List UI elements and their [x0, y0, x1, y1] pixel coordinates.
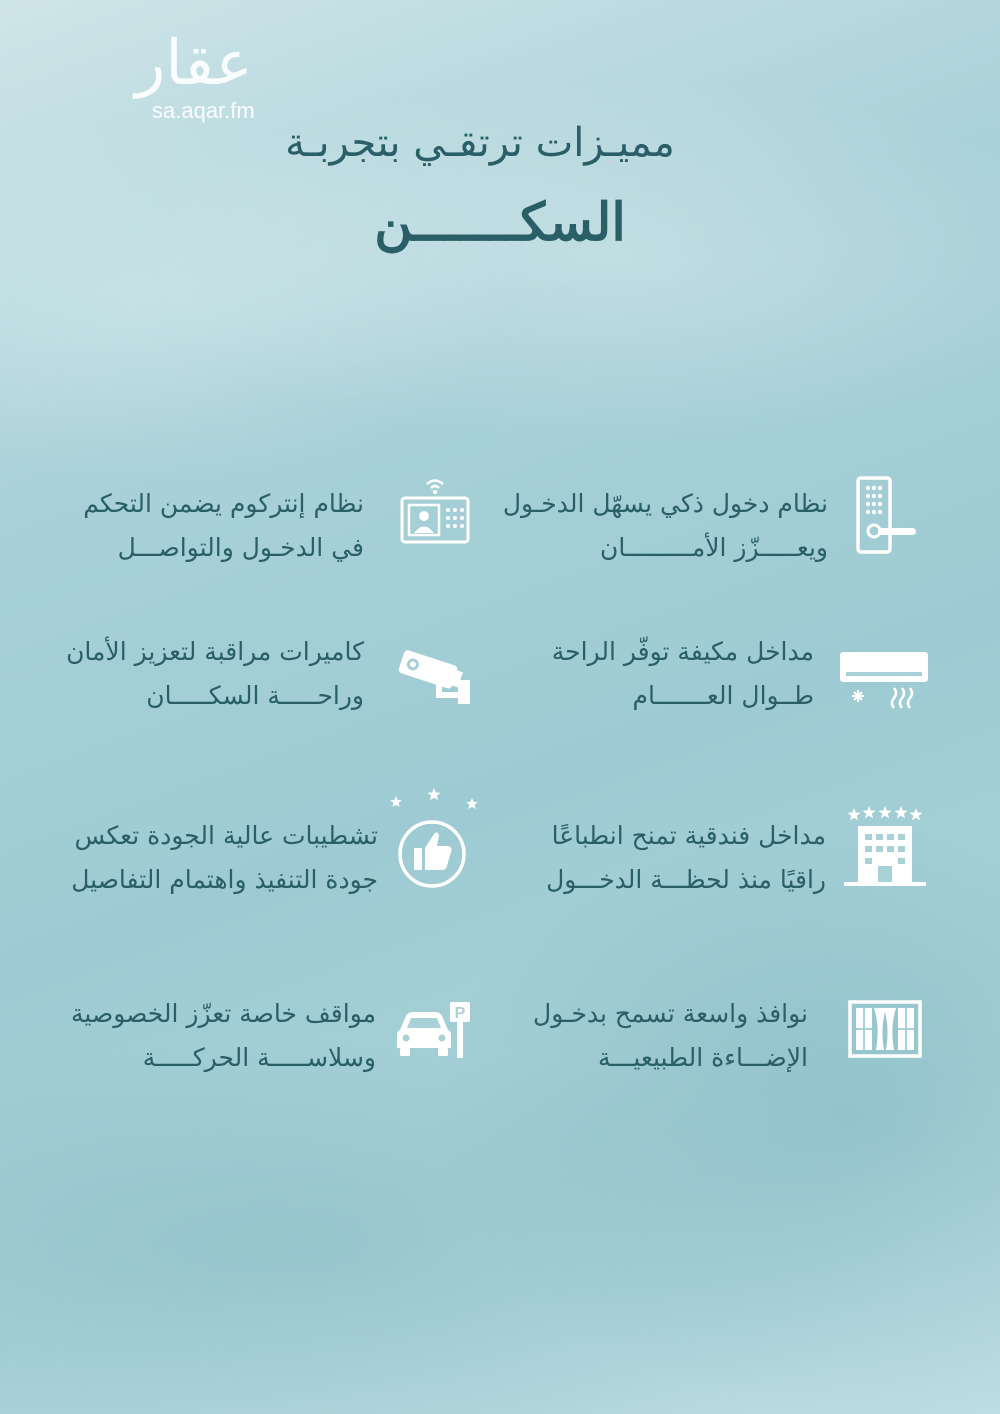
feature-hotel-lobby-line-1: مداخل فندقية تمنح انطباعًا: [551, 821, 826, 850]
logo-url: sa.aqar.fm: [152, 98, 255, 123]
feature-finishes: [50, 814, 378, 902]
feature-finishes-line-2: جودة التنفيذ واهتمام التفاصيل: [71, 865, 378, 894]
intercom-icon: [400, 476, 470, 544]
feature-intercom: [60, 482, 364, 570]
feature-smart-entry-line-2: ويعـــــزّز الأمـــــــــان: [599, 533, 828, 562]
parking-car-icon: [394, 1000, 476, 1060]
feature-windows-line-2: الإضـــاءة الطبيعيـــة: [598, 1043, 808, 1072]
feature-hotel-lobby-line-2: راقيًا منذ لحظـــة الدخـــول: [546, 865, 826, 894]
feature-parking-line-2: وسلاســـــة الحركـــــة: [142, 1043, 376, 1072]
feature-smart-entry-line-1: نظام دخول ذكي يسهّل الدخـول: [502, 489, 828, 518]
logo-word: عقار: [135, 26, 253, 99]
feature-ac-line-2: طــوال العـــــــام: [632, 681, 814, 710]
feature-finishes-line-1: تشطيبات عالية الجودة تعكس: [74, 821, 378, 850]
smart-lock-icon: [856, 476, 918, 554]
security-camera-icon: [396, 650, 474, 706]
feature-parking-line-1: مواقف خاصة تعزّز الخصوصية: [71, 999, 376, 1028]
feature-ac-line-1: مداخل مكيفة توفّر الراحة: [551, 637, 814, 666]
svg-text:P: P: [454, 1005, 466, 1022]
feature-intercom-line-2: في الدخـول والتواصـــل: [117, 533, 364, 562]
feature-intercom-line-1: نظام إنتركوم يضمن التحكم: [83, 489, 364, 518]
feature-smart-entry: [490, 482, 828, 570]
brand-logo: [114, 28, 284, 128]
feature-windows-line-1: نوافذ واسعة تسمح بدخـول: [533, 999, 808, 1028]
window-icon: [848, 1000, 922, 1058]
feature-ac: [490, 630, 814, 718]
feature-windows: [500, 992, 808, 1080]
air-conditioner-icon: [838, 650, 930, 712]
hotel-building-icon: [842, 806, 928, 888]
feature-hotel-lobby: [490, 814, 826, 902]
feature-cameras: [60, 630, 364, 718]
page-title-line-2: السكـــــــن: [374, 192, 626, 253]
page-title-line-1: مميـزات ترتقـي بتجربـة: [285, 120, 675, 166]
feature-cameras-line-2: وراحـــــة السكـــــان: [146, 681, 364, 710]
thumbs-up-stars-icon: [384, 786, 484, 890]
feature-parking: [60, 992, 376, 1080]
feature-cameras-line-1: كاميرات مراقبة لتعزيز الأمان: [66, 637, 364, 666]
